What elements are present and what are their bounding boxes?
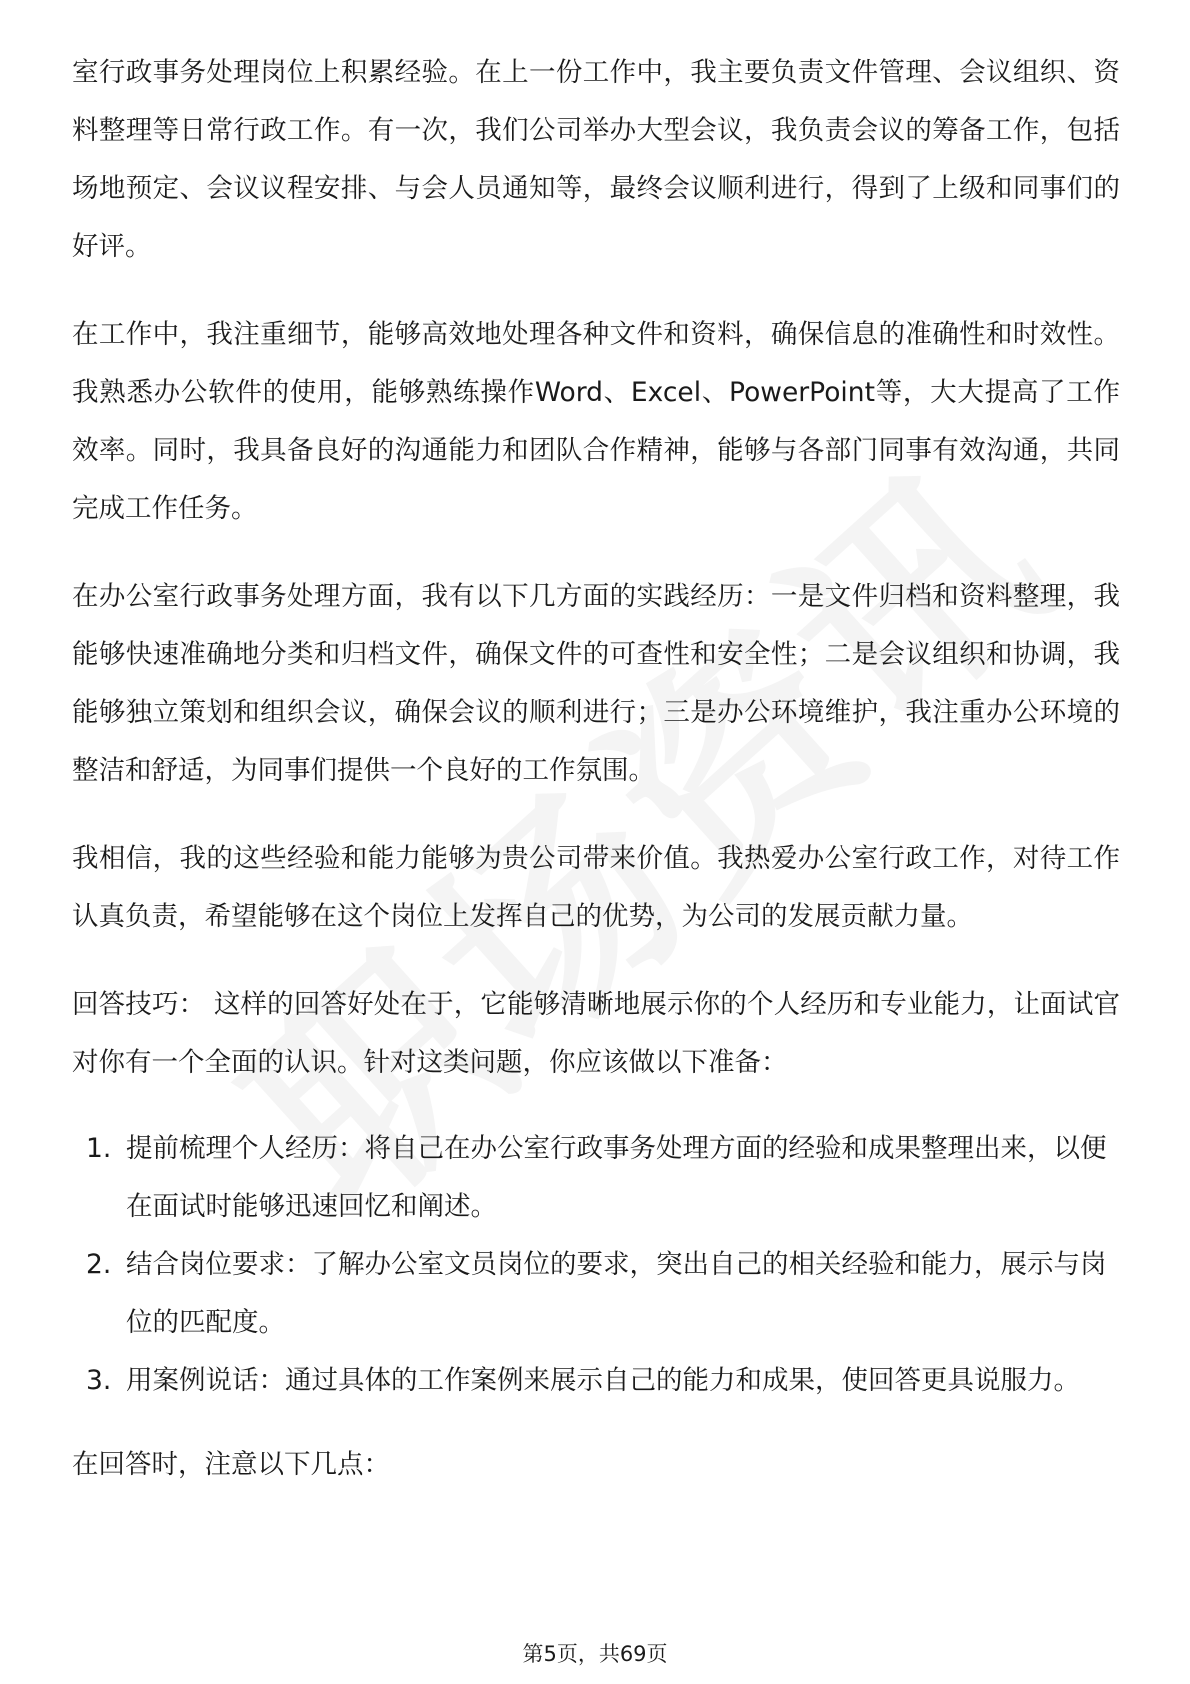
document-body [72,44,1120,1524]
paragraph-2: 在工作中，我注重细节，能够高效地处理各种文件和资料，确保信息的准确性和时效性。我熟悉办公软件的使用，能够熟练操作Word、Excel、PowerPoint等，大大提高了工作效率。同时，我具备良好的沟通能力和团队合作精神，能够与各部门同事有效沟通，共同完成工作任务。 [72,319,1120,524]
paragraph-1: 室行政事务处理岗位上积累经验。在上一份工作中，我主要负责文件管理、会议组织、资料整理等日常行政工作。有一次，我们公司举办大型会议，我负责会议的筹备工作，包括场地预定、会议议程安排、与会人员通知等，最终会议顺利进行，得到了上级和同事们的好评。 [72,57,1120,262]
list-text: 结合岗位要求：了解办公室文员岗位的要求，突出自己的相关经验和能力，展示与岗位的匹配度。 [126,1249,1107,1338]
tips-list [72,1120,1120,1410]
list-item [72,1120,1120,1236]
list-number: 3. [86,1365,112,1396]
page-number-footer: 第5页，共69页 [522,1642,668,1666]
paragraph-4: 我相信，我的这些经验和能力能够为贵公司带来价值。我热爱办公室行政工作，对待工作认真负责，希望能够在这个岗位上发挥自己的优势，为公司的发展贡献力量。 [72,843,1120,932]
list-text: 提前梳理个人经历：将自己在办公室行政事务处理方面的经验和成果整理出来，以便在面试时能够迅速回忆和阐述。 [126,1133,1107,1222]
list-item [72,1352,1120,1410]
list-item [72,1236,1120,1352]
list-text: 用案例说话：通过具体的工作案例来展示自己的能力和成果，使回答更具说服力。 [126,1365,1080,1396]
paragraph-answer-tips: 回答技巧： 这样的回答好处在于，它能够清晰地展示你的个人经历和专业能力，让面试官对你有一个全面的认识。针对这类问题，你应该做以下准备： [72,989,1120,1078]
paragraph-3: 在办公室行政事务处理方面，我有以下几方面的实践经历：一是文件归档和资料整理，我能够快速准确地分类和归档文件，确保文件的可查性和安全性；二是会议组织和协调，我能够独立策划和组织会议，确保会议的顺利进行；三是办公环境维护，我注重办公环境的整洁和舒适，为同事们提供一个良好的工作氛围。 [72,581,1120,786]
list-number: 1. [86,1133,112,1164]
list-number: 2. [86,1249,112,1280]
closing-line: 在回答时，注意以下几点： [72,1449,390,1480]
